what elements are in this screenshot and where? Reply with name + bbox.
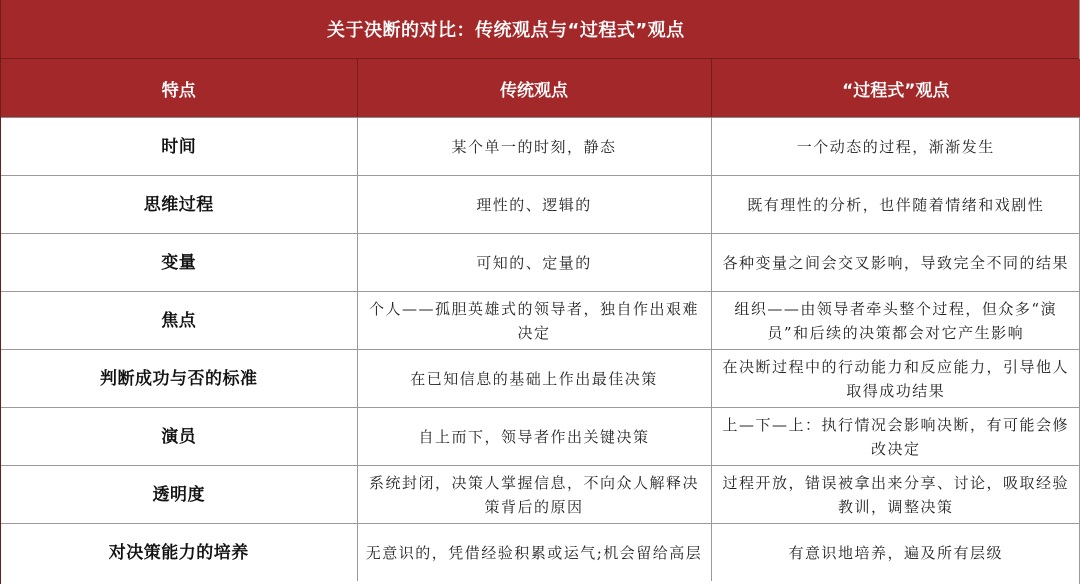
feature-cell: 焦点 <box>1 292 357 350</box>
table-row <box>1 292 1080 350</box>
table-row <box>1 524 1080 582</box>
feature-cell: 对决策能力的培养 <box>1 524 357 582</box>
traditional-cell: 系统封闭，决策人掌握信息，不向众人解释决策背后的原因 <box>357 466 711 524</box>
traditional-cell: 某个单一的时刻，静态 <box>357 118 711 176</box>
table-title: 关于决断的对比：传统观点与“过程式”观点 <box>1 0 1079 59</box>
process-cell: 有意识地培养，遍及所有层级 <box>788 543 1003 562</box>
table-row <box>1 466 1080 524</box>
comparison-table <box>1 59 1080 581</box>
process-cell: 上—下—上：执行情况会影响决断，有可能会修改决定 <box>711 408 1080 466</box>
process-cell: 一个动态的过程，渐渐发生 <box>711 118 1080 176</box>
traditional-cell: 个人——孤胆英雄式的领导者，独自作出艰难决定 <box>357 292 711 350</box>
process-cell: 各种变量之间会交叉影响，导致完全不同的结果 <box>711 234 1080 292</box>
process-cell: 组织——由领导者牵头整个过程，但众多“演员”和后续的决策都会对它产生影响 <box>711 292 1080 350</box>
table-row <box>1 118 1080 176</box>
feature-cell: 透明度 <box>1 466 357 524</box>
header-row <box>1 59 1080 118</box>
process-cell: 过程开放，错误被拿出来分享、讨论，吸取经验教训，调整决策 <box>711 466 1080 524</box>
process-cell: 在决断过程中的行动能力和反应能力，引导他人取得成功结果 <box>711 350 1080 408</box>
feature-cell: 思维过程 <box>1 176 357 234</box>
traditional-cell: 在已知信息的基础上作出最佳决策 <box>357 350 711 408</box>
table-row <box>1 350 1080 408</box>
table-row <box>1 176 1080 234</box>
feature-cell: 演员 <box>1 408 357 466</box>
feature-cell: 变量 <box>1 234 357 292</box>
feature-cell: 判断成功与否的标准 <box>1 350 357 408</box>
header-traditional: 传统观点 <box>357 59 711 118</box>
header-feature: 特点 <box>1 59 357 118</box>
traditional-cell: 可知的、定量的 <box>357 234 711 292</box>
traditional-cell: 无意识的，凭借经验积累或运气;机会留给高层 <box>357 524 711 582</box>
header-process: “过程式”观点 <box>711 59 1080 118</box>
table-row <box>1 408 1080 466</box>
table-row <box>1 234 1080 292</box>
traditional-cell: 自上而下，领导者作出关键决策 <box>357 408 711 466</box>
process-cell: 既有理性的分析，也伴随着情绪和戏剧性 <box>711 176 1080 234</box>
feature-cell: 时间 <box>1 118 357 176</box>
traditional-cell: 理性的、逻辑的 <box>357 176 711 234</box>
